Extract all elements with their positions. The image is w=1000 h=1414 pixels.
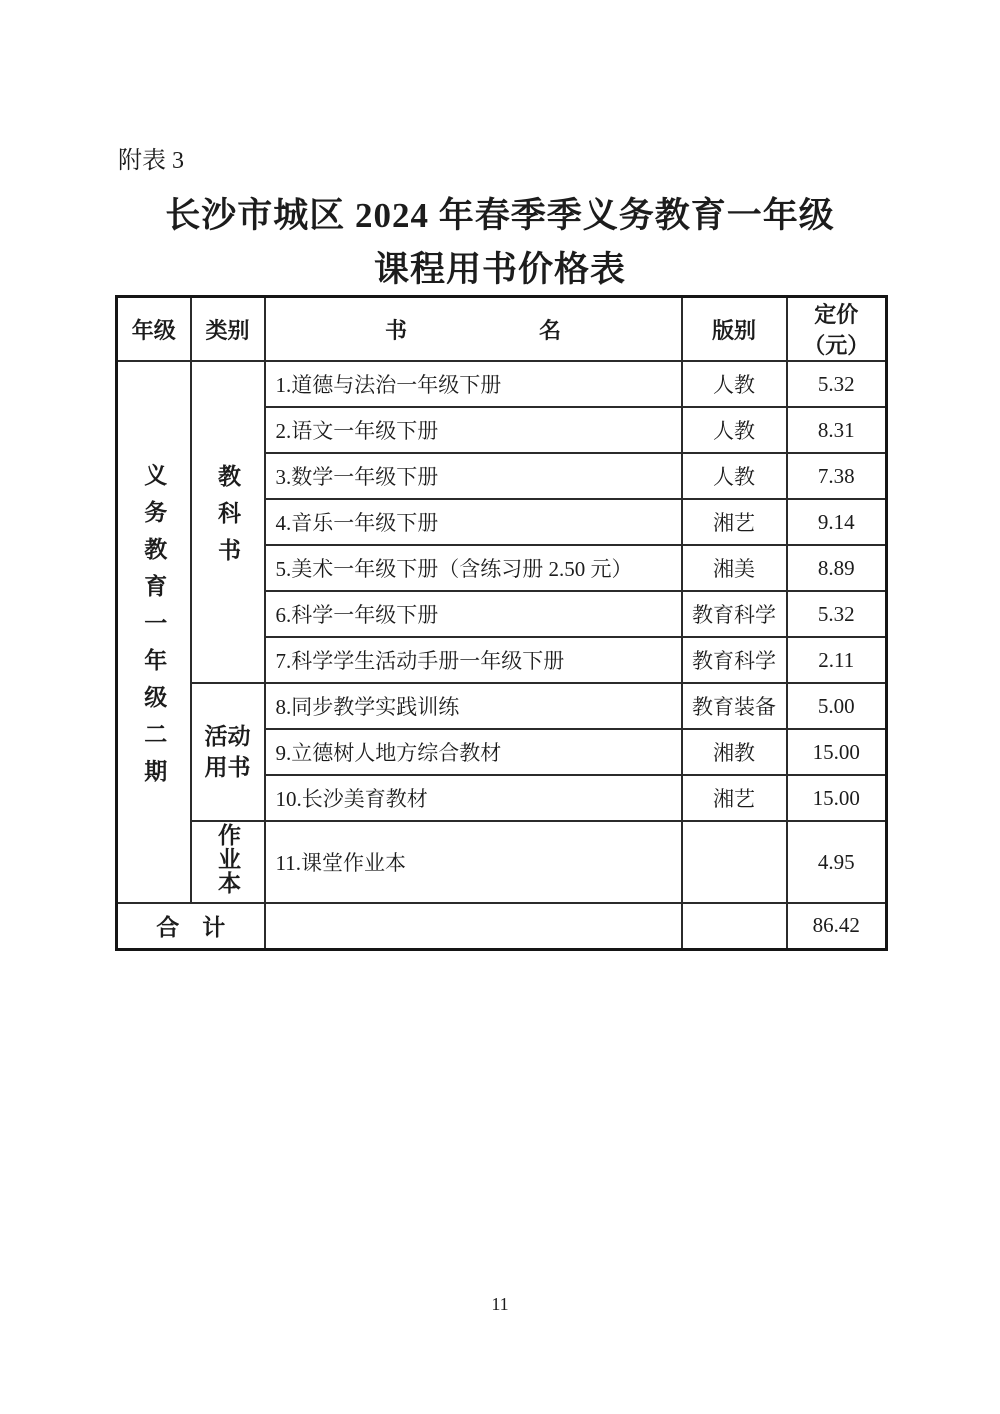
book-name-cell: 10.长沙美育教材 [265, 775, 682, 821]
book-name-cell: 9.立德树人地方综合教材 [265, 729, 682, 775]
book-name-cell: 3.数学一年级下册 [265, 453, 682, 499]
table-row [117, 683, 887, 729]
total-price-cell: 86.42 [787, 903, 887, 949]
price-cell: 9.14 [787, 499, 887, 545]
price-cell: 5.32 [787, 591, 887, 637]
total-row [117, 903, 887, 949]
header-edition: 版别 [682, 297, 787, 362]
table-row [117, 821, 887, 903]
price-table [115, 295, 888, 951]
category-label-workbook: 作业本 [215, 823, 240, 895]
edition-cell [682, 821, 787, 903]
edition-cell: 湘艺 [682, 775, 787, 821]
edition-cell: 人教 [682, 453, 787, 499]
edition-cell: 教育科学 [682, 637, 787, 683]
edition-cell: 湘教 [682, 729, 787, 775]
book-name-cell: 8.同步教学实践训练 [265, 683, 682, 729]
book-name-cell: 11.课堂作业本 [265, 821, 682, 903]
book-name-cell: 1.道德与法治一年级下册 [265, 361, 682, 407]
price-cell: 8.89 [787, 545, 887, 591]
total-empty-name-cell [265, 903, 682, 949]
total-label-cell: 合 计 [117, 903, 265, 949]
header-price: 定价（元） [787, 297, 887, 362]
price-cell: 15.00 [787, 729, 887, 775]
header-book-name: 书 名 [265, 297, 682, 362]
book-name-cell: 6.科学一年级下册 [265, 591, 682, 637]
page-title-line1: 长沙市城区 2024 年春季季义务教育一年级 [165, 196, 835, 235]
book-name-cell: 5.美术一年级下册（含练习册 2.50 元） [265, 545, 682, 591]
book-name-cell: 2.语文一年级下册 [265, 407, 682, 453]
category-cell-textbook [191, 361, 265, 683]
edition-cell: 教育科学 [682, 591, 787, 637]
grade-cell [117, 361, 191, 903]
book-name-cell: 4.音乐一年级下册 [265, 499, 682, 545]
price-cell: 7.38 [787, 453, 887, 499]
appendix-label: 附表 3 [118, 148, 184, 174]
price-cell: 4.95 [787, 821, 887, 903]
edition-cell: 人教 [682, 407, 787, 453]
price-cell: 5.32 [787, 361, 887, 407]
table-header-row [117, 297, 887, 362]
category-cell-activity [191, 683, 265, 821]
price-cell: 5.00 [787, 683, 887, 729]
price-cell: 8.31 [787, 407, 887, 453]
edition-cell: 湘艺 [682, 499, 787, 545]
page-number: 11 [491, 1294, 509, 1314]
category-label-activity: 活动用书 [204, 723, 251, 780]
table-row [117, 361, 887, 407]
total-empty-edition-cell [682, 903, 787, 949]
edition-cell: 湘美 [682, 545, 787, 591]
price-cell: 15.00 [787, 775, 887, 821]
page-title-line2: 课程用书价格表 [373, 250, 626, 289]
book-name-cell: 7.科学学生活动手册一年级下册 [265, 637, 682, 683]
category-label-textbook: 教科书 [215, 463, 240, 575]
header-grade: 年级 [117, 297, 191, 362]
header-category: 类别 [191, 297, 265, 362]
edition-cell: 人教 [682, 361, 787, 407]
grade-label: 义务教育一年级二期 [141, 462, 167, 796]
category-cell-workbook [191, 821, 265, 903]
edition-cell: 教育装备 [682, 683, 787, 729]
price-cell: 2.11 [787, 637, 887, 683]
